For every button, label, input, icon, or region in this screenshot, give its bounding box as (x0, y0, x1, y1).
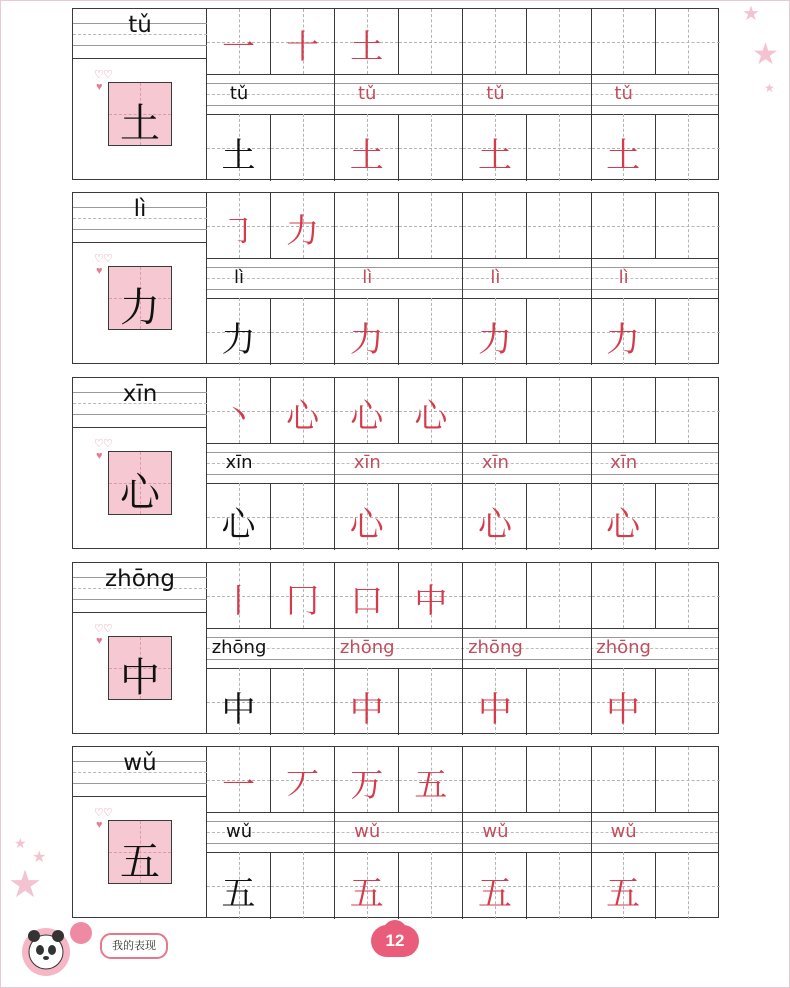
writing-cell[interactable] (271, 483, 335, 550)
writing-cell[interactable] (399, 483, 463, 550)
pinyin-trace: xīn (481, 452, 509, 473)
trace-character: 中 (349, 690, 384, 730)
stroke-order-row (207, 563, 718, 629)
pinyin-writing-cell[interactable] (207, 628, 335, 668)
hearts-icon: ♡♡ ♥ (94, 807, 112, 831)
writing-cell[interactable] (335, 483, 399, 550)
lesson-pinyin: zhōng (105, 566, 175, 592)
writing-cell[interactable] (656, 298, 720, 365)
trace-character: 五 (477, 874, 512, 914)
lesson-block (72, 192, 719, 364)
writing-cell[interactable] (207, 193, 271, 258)
pinyin-trace-row (207, 628, 718, 669)
pinyin-writing-cell[interactable] (207, 74, 335, 114)
model-character: 中 (120, 655, 160, 701)
pinyin-writing-cell[interactable] (592, 258, 720, 298)
trace-character: 土 (349, 136, 384, 176)
trace-character: 力 (477, 320, 512, 360)
pinyin-trace: tǔ (486, 83, 505, 104)
pinyin-writing-cell[interactable] (463, 628, 591, 668)
character-trace-row (207, 483, 718, 550)
writing-cell[interactable] (528, 563, 592, 628)
pinyin-title-box (73, 563, 207, 613)
trace-character: 中 (477, 690, 512, 730)
lesson-pinyin: tǔ (128, 12, 152, 38)
pinyin-trace: tǔ (229, 83, 249, 104)
writing-cell[interactable] (656, 668, 720, 735)
trace-character: 力 (221, 320, 256, 360)
my-performance-label: 我的表现 (100, 933, 168, 959)
hearts-icon: ♡♡ ♥ (94, 253, 112, 277)
model-character-box (108, 82, 172, 146)
writing-cell[interactable] (335, 193, 399, 258)
pinyin-writing-cell[interactable] (463, 443, 591, 483)
writing-cell[interactable] (592, 747, 656, 812)
model-character-box (108, 820, 172, 884)
pinyin-trace: lì (362, 267, 373, 288)
stroke-step: ㇆ (222, 211, 256, 250)
writing-cell[interactable] (592, 483, 656, 550)
pinyin-trace: tǔ (358, 83, 377, 104)
stroke-order-row (207, 9, 718, 75)
pinyin-title-box (73, 9, 207, 59)
pinyin-trace: xīn (225, 452, 253, 473)
star-decoration: ★ (742, 3, 760, 25)
pinyin-writing-cell[interactable] (335, 74, 463, 114)
writing-cell[interactable] (592, 193, 656, 258)
star-decoration: ★ (764, 81, 775, 95)
lesson-model-column (73, 747, 207, 917)
lesson-block (72, 562, 719, 734)
model-character-box (108, 451, 172, 515)
writing-cell[interactable] (335, 298, 399, 365)
writing-cell[interactable] (335, 114, 399, 181)
writing-cell[interactable] (656, 9, 720, 74)
pinyin-writing-cell[interactable] (335, 258, 463, 298)
trace-character: 心 (477, 505, 512, 545)
writing-cell[interactable] (271, 114, 335, 181)
stroke-step: 万 (350, 765, 384, 804)
pinyin-writing-cell[interactable] (207, 812, 335, 852)
writing-cell[interactable] (528, 668, 592, 735)
trace-character: 心 (606, 505, 641, 545)
writing-cell[interactable] (207, 114, 271, 181)
lesson-pinyin: xīn (122, 381, 158, 407)
stroke-step: 口 (350, 581, 384, 620)
model-character: 力 (120, 285, 160, 331)
hearts-icon: ♡♡ ♥ (94, 438, 112, 462)
writing-cell[interactable] (335, 9, 399, 74)
writing-cell[interactable] (207, 747, 271, 812)
writing-cell[interactable] (528, 747, 592, 812)
trace-character: 土 (477, 136, 512, 176)
trace-character: 土 (221, 136, 256, 176)
lesson-block (72, 746, 719, 918)
trace-character: 力 (606, 320, 641, 360)
pinyin-writing-cell[interactable] (463, 812, 591, 852)
trace-character: 土 (606, 136, 641, 176)
trace-character: 力 (349, 320, 384, 360)
pinyin-trace: wǔ (354, 821, 381, 842)
lesson-block (72, 377, 719, 549)
writing-cell[interactable] (399, 747, 463, 812)
writing-cell[interactable] (463, 9, 527, 74)
lesson-block (72, 8, 719, 180)
stroke-step: 冂 (286, 581, 320, 620)
pinyin-trace: lì (234, 267, 245, 288)
character-trace-row (207, 114, 718, 181)
stroke-step: 丨 (222, 581, 256, 620)
practice-grid (207, 747, 718, 917)
pinyin-trace-row (207, 258, 718, 299)
trace-character: 五 (606, 874, 641, 914)
practice-grid (207, 378, 718, 548)
stroke-step: 丆 (286, 765, 320, 804)
writing-cell[interactable] (528, 9, 592, 74)
lesson-model-column (73, 193, 207, 363)
pinyin-trace: wǔ (225, 821, 253, 842)
writing-cell[interactable] (207, 9, 271, 74)
writing-cell[interactable] (463, 193, 527, 258)
pinyin-title-box (73, 193, 207, 243)
writing-cell[interactable] (592, 9, 656, 74)
writing-cell[interactable] (463, 298, 527, 365)
writing-cell[interactable] (656, 378, 720, 443)
pinyin-writing-cell[interactable] (463, 258, 591, 298)
practice-grid (207, 193, 718, 363)
panda-mascot-icon (16, 922, 76, 982)
writing-cell[interactable] (399, 378, 463, 443)
writing-cell[interactable] (528, 114, 592, 181)
pinyin-trace-row (207, 812, 718, 853)
pinyin-title-box (73, 378, 207, 428)
writing-cell[interactable] (528, 298, 592, 365)
model-character-box (108, 266, 172, 330)
writing-cell[interactable] (656, 563, 720, 628)
pinyin-writing-cell[interactable] (335, 812, 463, 852)
writing-cell[interactable] (335, 563, 399, 628)
page-footer (0, 900, 790, 988)
pinyin-writing-cell[interactable] (592, 812, 720, 852)
model-character: 土 (120, 101, 160, 147)
writing-cell[interactable] (399, 563, 463, 628)
model-character-box (108, 636, 172, 700)
writing-cell[interactable] (335, 668, 399, 735)
writing-cell[interactable] (399, 9, 463, 74)
writing-cell[interactable] (271, 668, 335, 735)
pinyin-writing-cell[interactable] (335, 628, 463, 668)
hearts-icon: ♡♡ ♥ (94, 69, 112, 93)
writing-cell[interactable] (271, 378, 335, 443)
writing-cell[interactable] (656, 747, 720, 812)
pinyin-writing-cell[interactable] (207, 258, 335, 298)
trace-character: 五 (349, 874, 384, 914)
stroke-step: 五 (414, 765, 448, 804)
writing-cell[interactable] (271, 298, 335, 365)
writing-cell[interactable] (399, 668, 463, 735)
pinyin-trace: zhōng (339, 637, 395, 658)
lesson-model-column (73, 563, 207, 733)
lesson-pinyin: lì (133, 196, 147, 222)
writing-cell[interactable] (207, 298, 271, 365)
pinyin-trace: wǔ (610, 821, 637, 842)
trace-character: 中 (606, 690, 641, 730)
trace-character: 五 (221, 874, 256, 914)
model-character: 心 (120, 470, 160, 516)
writing-cell[interactable] (592, 563, 656, 628)
pinyin-trace: tǔ (614, 83, 633, 104)
pinyin-trace-row (207, 74, 718, 115)
practice-grid (207, 9, 718, 179)
writing-cell[interactable] (592, 298, 656, 365)
star-decoration: ★ (14, 835, 27, 851)
pinyin-trace: zhōng (596, 637, 651, 658)
pinyin-trace: zhōng (211, 637, 267, 658)
pinyin-writing-cell[interactable] (592, 443, 720, 483)
writing-cell[interactable] (463, 483, 527, 550)
writing-cell[interactable] (463, 563, 527, 628)
writing-cell[interactable] (528, 193, 592, 258)
stroke-step: 力 (286, 211, 320, 250)
pinyin-writing-cell[interactable] (335, 443, 463, 483)
character-trace-row (207, 668, 718, 735)
pinyin-trace: lì (618, 267, 629, 288)
writing-cell[interactable] (463, 668, 527, 735)
stroke-step: 心 (414, 396, 448, 435)
lesson-model-column (73, 9, 207, 179)
stroke-step: 十 (286, 27, 320, 66)
star-decoration: ★ (32, 849, 47, 866)
writing-cell[interactable] (592, 114, 656, 181)
trace-character: 心 (349, 505, 384, 545)
pinyin-trace: zhōng (468, 637, 523, 658)
lesson-pinyin: wǔ (123, 750, 157, 776)
writing-cell[interactable] (463, 114, 527, 181)
writing-cell[interactable] (399, 193, 463, 258)
character-trace-row (207, 298, 718, 365)
pinyin-title-box (73, 747, 207, 797)
writing-cell[interactable] (271, 747, 335, 812)
writing-cell[interactable] (335, 378, 399, 443)
pinyin-trace: xīn (353, 452, 381, 473)
writing-cell[interactable] (271, 563, 335, 628)
writing-cell[interactable] (399, 298, 463, 365)
pinyin-trace: lì (490, 267, 501, 288)
writing-cell[interactable] (528, 378, 592, 443)
stroke-order-row (207, 378, 718, 444)
writing-cell[interactable] (271, 9, 335, 74)
writing-cell[interactable] (656, 483, 720, 550)
star-decoration: ★ (8, 864, 43, 906)
writing-cell[interactable] (207, 563, 271, 628)
writing-cell[interactable] (592, 668, 656, 735)
writing-cell[interactable] (463, 378, 527, 443)
stroke-order-row (207, 747, 718, 813)
page-number: 12 (371, 925, 419, 957)
model-character: 五 (120, 839, 160, 885)
writing-cell[interactable] (399, 114, 463, 181)
stroke-step: 中 (414, 581, 448, 620)
stroke-step: 心 (286, 396, 320, 435)
writing-cell[interactable] (528, 483, 592, 550)
lesson-model-column (73, 378, 207, 548)
writing-cell[interactable] (656, 114, 720, 181)
writing-cell[interactable] (463, 747, 527, 812)
writing-cell[interactable] (335, 747, 399, 812)
practice-grid (207, 563, 718, 733)
pinyin-trace-row (207, 443, 718, 484)
pinyin-trace: wǔ (482, 821, 509, 842)
stroke-step: 土 (350, 27, 384, 66)
pinyin-trace: xīn (610, 452, 638, 473)
writing-cell[interactable] (271, 193, 335, 258)
pinyin-writing-cell[interactable] (463, 74, 591, 114)
writing-cell[interactable] (656, 193, 720, 258)
writing-cell[interactable] (207, 668, 271, 735)
writing-cell[interactable] (592, 378, 656, 443)
stroke-step: 一 (222, 765, 256, 804)
hearts-icon: ♡♡ ♥ (94, 623, 112, 647)
stroke-step: 一 (222, 27, 256, 66)
pinyin-writing-cell[interactable] (207, 443, 335, 483)
balloon-icon (70, 922, 92, 944)
pinyin-writing-cell[interactable] (592, 628, 720, 668)
stroke-order-row (207, 193, 718, 259)
star-decoration: ★ (752, 38, 779, 71)
writing-cell[interactable] (207, 378, 271, 443)
stroke-step: 丶 (222, 396, 256, 435)
writing-cell[interactable] (207, 483, 271, 550)
pinyin-writing-cell[interactable] (592, 74, 720, 114)
trace-character: 中 (221, 690, 256, 730)
trace-character: 心 (221, 505, 256, 545)
stroke-step: 心 (350, 396, 384, 435)
